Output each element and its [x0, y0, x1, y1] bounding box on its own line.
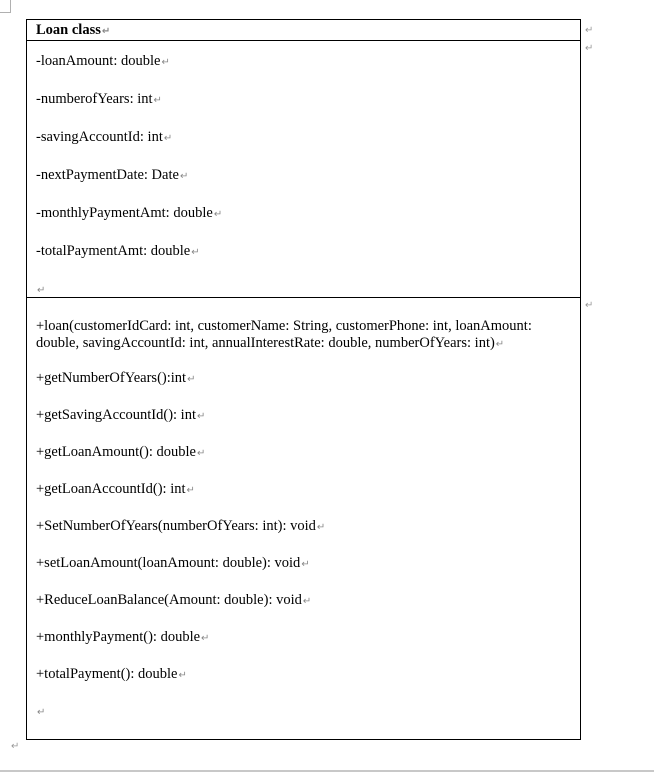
- method-text: +monthlyPayment(): double: [36, 629, 201, 645]
- method-text: +ReduceLoanBalance(Amount: double): void: [36, 592, 302, 608]
- method-line: [36, 370, 572, 388]
- method-text: +getNumberOfYears():int: [36, 370, 187, 386]
- paragraph-mark-icon: ↵: [153, 95, 162, 106]
- paragraph-mark-icon: ↵: [187, 374, 196, 385]
- empty-line: [36, 703, 572, 721]
- paragraph-mark-icon: ↵: [191, 247, 200, 258]
- paragraph-mark-icon: ↵: [186, 485, 195, 496]
- paragraph-mark-icon: ↵: [163, 133, 173, 144]
- method-text: +getSavingAccountId(): int: [36, 407, 196, 423]
- page-corner-marker: [0, 0, 11, 13]
- method-line: [36, 481, 572, 499]
- paragraph-mark-icon: ↵: [201, 633, 210, 644]
- attribute-text: -totalPaymentAmt: double: [36, 243, 191, 259]
- attribute-line: [36, 91, 572, 109]
- paragraph-mark-icon: ↵: [11, 741, 20, 752]
- paragraph-mark-icon: ↵: [316, 522, 326, 533]
- attribute-line: [36, 129, 572, 147]
- paragraph-mark-icon: ↵: [37, 707, 46, 718]
- paragraph-mark-icon: ↵: [179, 171, 189, 182]
- method-text: +totalPayment(): double: [36, 666, 178, 682]
- method-line: [36, 318, 572, 353]
- class-title: Loan class: [36, 22, 101, 38]
- method-text: +setLoanAmount(loanAmount: double): void: [36, 555, 301, 571]
- attribute-text: -loanAmount: double: [36, 53, 161, 69]
- row-end-mark-icon: ↵: [585, 25, 594, 36]
- paragraph-mark-icon: ↵: [301, 559, 310, 570]
- page-bottom-divider: [0, 770, 654, 772]
- method-text: +SetNumberOfYears(numberOfYears: int): void: [36, 518, 316, 534]
- paragraph-mark-icon: ↵: [197, 411, 206, 422]
- method-text: +getLoanAmount(): double: [36, 444, 196, 460]
- paragraph-mark-icon: ↵: [495, 339, 505, 350]
- paragraph-mark-icon: ↵: [101, 26, 111, 37]
- method-line: [36, 555, 572, 573]
- methods-cell[interactable]: [27, 298, 580, 739]
- paragraph-mark-icon: ↵: [161, 57, 170, 68]
- method-line: [36, 666, 572, 684]
- paragraph-mark-icon: ↵: [302, 596, 312, 607]
- paragraph-mark-icon: ↵: [178, 670, 187, 681]
- empty-line: [36, 281, 572, 299]
- method-text: +loan(customerIdCard: int, customerName: String, customerPhone: int, loanAmount: double, savingAccountId: int, annualInterestRate: double, numberOfYears: int): [36, 318, 532, 351]
- paragraph-mark-icon: ↵: [197, 448, 206, 459]
- row-end-mark-icon: ↵: [585, 43, 594, 54]
- attributes-cell[interactable]: [27, 41, 580, 298]
- method-line: [36, 444, 572, 462]
- paragraph-mark-icon: ↵: [37, 285, 46, 296]
- method-line: [36, 592, 572, 610]
- method-line: [36, 629, 572, 647]
- row-end-mark-icon: ↵: [585, 300, 594, 311]
- attribute-text: -savingAccountId: int: [36, 129, 163, 145]
- method-text: +getLoanAccountId(): int: [36, 481, 186, 497]
- method-line: [36, 407, 572, 425]
- attribute-line: [36, 53, 572, 71]
- attribute-line: [36, 205, 572, 223]
- attribute-text: -nextPaymentDate: Date: [36, 167, 179, 183]
- uml-class-table: [26, 19, 581, 740]
- attribute-line: [36, 167, 572, 185]
- attribute-text: -numberofYears: int: [36, 91, 153, 107]
- attribute-line: [36, 243, 572, 261]
- class-title-cell[interactable]: [27, 20, 580, 41]
- method-line: [36, 518, 572, 536]
- attribute-text: -monthlyPaymentAmt: double: [36, 205, 213, 221]
- paragraph-mark-icon: ↵: [213, 209, 223, 220]
